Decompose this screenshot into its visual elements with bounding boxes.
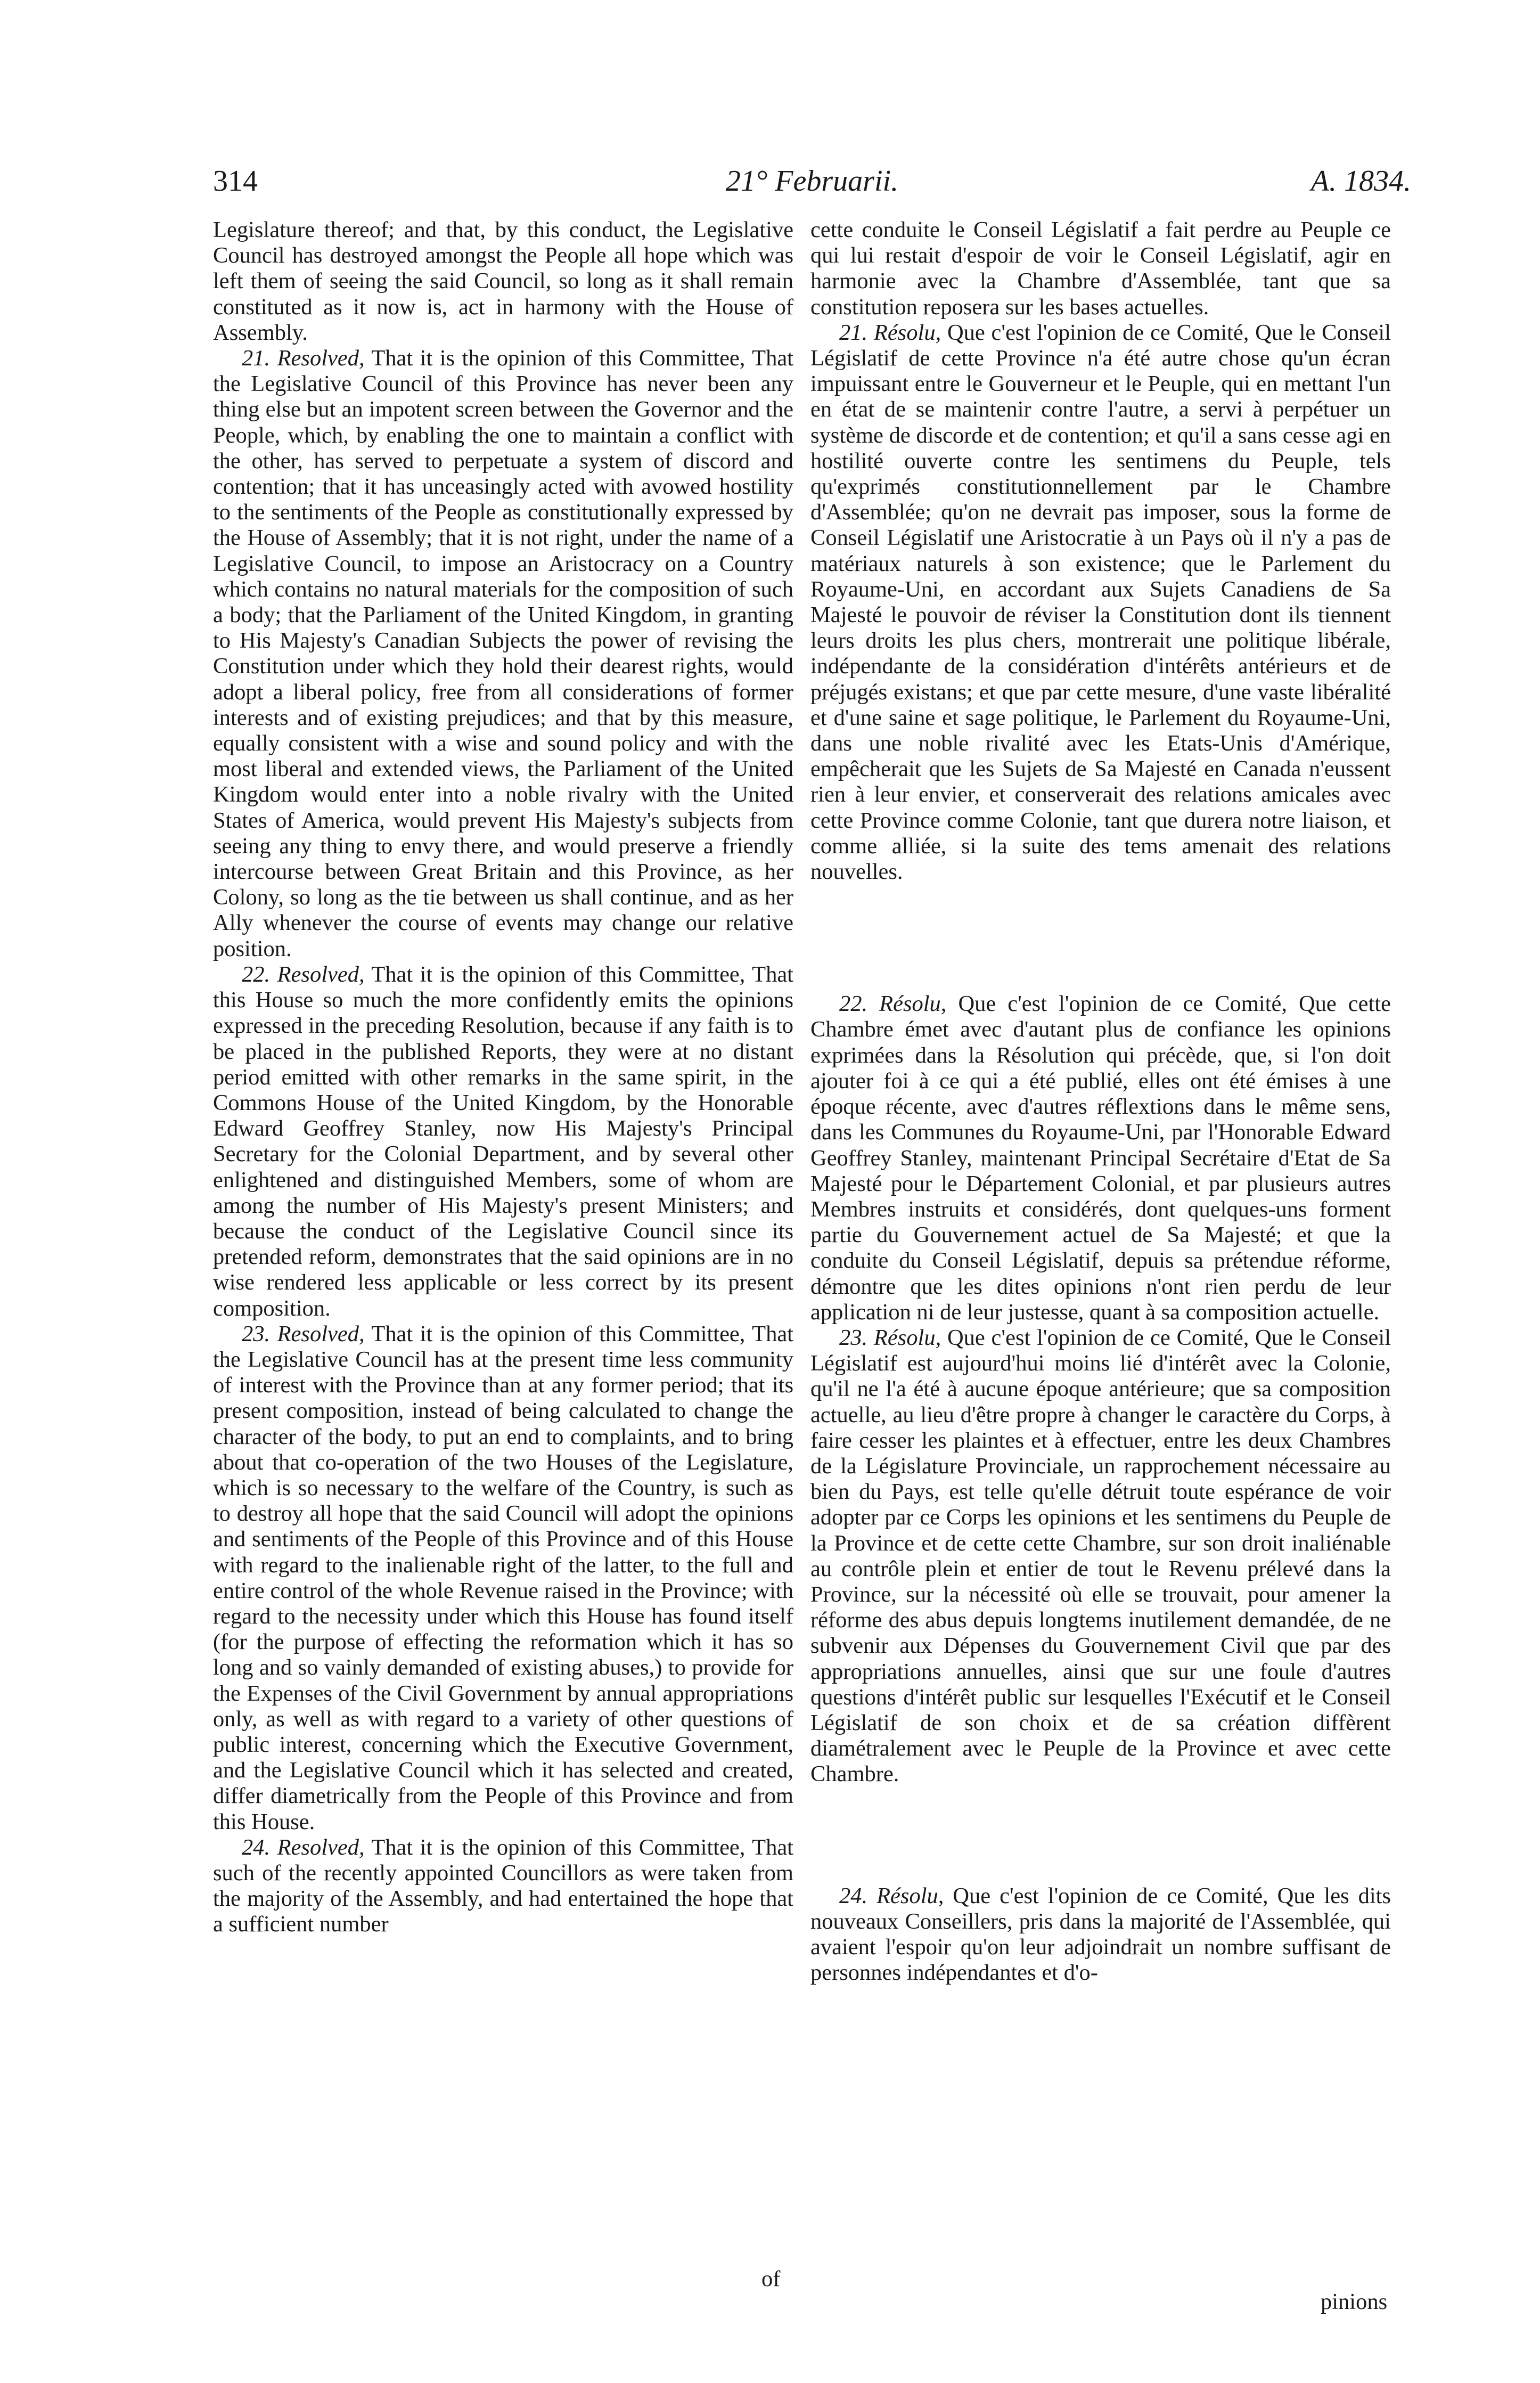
french-resolution-22 xyxy=(810,991,1391,1325)
resolution-label: 21. Resolved, xyxy=(242,346,365,371)
english-resolution-23 xyxy=(213,1321,793,1835)
resolution-text: That it is the opinion of this Committee, That the Legislative Council of this Province has never been any thing else but an impotent screen between the Governor and the People, which, by enabling the one to maintain a conflict with the other, has served to perpetuate a system of discord and contention; that it has unceasingly acted with avowed hostility to the sentiments of the People as constitutionally expressed by the House of Assembly; that it is not right, under the name of a Legislative Council, to impose an Aristocracy on a Country which contains no natural materials for the composition of such a body; that the Parliament of the United Kingdom, in granting to His Majesty's Canadian Subjects the power of revising the Constitution under which they hold their dearest rights, would adopt a liberal policy, free from all considerations of former interests and of existing prejudices; and that by this measure, equally consistent with a wise and sound policy and with the most liberal and extended views, the Parliament of the United Kingdom would enter into a noble rivalry with the United States of America, would prevent His Majesty's subjects from seeing any thing to envy there, and would preserve a friendly intercourse between Great Britain and this Province, as her Colony, so long as the tie between us shall continue, and as her Ally whenever the course of events may change our relative position. xyxy=(213,346,793,961)
resolution-text: Que c'est l'opinion de ce Comité, Que le Conseil Législatif de cette Province n'a été autre chose qu'un écran impuissant entre le Gouverneur et le Peuple, qui en mettant l'un en état de se maintenir contre l'autre, a servi à perpétuer un système de discorde et de contention; et qu'il a sans cesse agi en hostilité ouverte contre les sentimens du Peuple, tels qu'exprimés constitutionnellement par le Chambre d'Assemblée; qu'on ne devrait pas imposer, sous la forme de Conseil Législatif une Aristocratie à un Pays où il n'y a pas de matériaux naturels à son existence; que le Parlement du Royaume-Uni, en accordant aux Sujets Canadiens de Sa Majesté le pouvoir de réviser la Constitution dont ils tiennent leurs droits les plus chers, montrerait une politique libérale, indépendante de la considération d'intérêts antérieurs et de préjugés existans; et que par cette mesure, d'une vaste libéralité et d'une saine et sage politique, le Parlement du Royaume-Uni, dans une noble rivalité avec les Etats-Unis d'Amérique, empêcherait que les Sujets de Sa Majesté en Canada n'eussent rien à leur envier, et conserverait des relations amicales avec cette Province comme Colonie, tant que durera notre liaison, et comme alliée, si la suite des tems amenait des relations nouvelles. xyxy=(810,320,1391,885)
resolution-text: Que c'est l'opinion de ce Comité, Que cette Chambre émet avec d'autant plus de confiance les opinions exprimées dans la Résolution qui précède, que, si l'on doit ajouter foi à ce qui a été publié, elles ont été émises à une époque récente, avec d'autres réflextions dans le même sens, dans les Communes du Royaume-Uni, par l'Honorable Edward Geoffrey Stanley, maintenant Principal Secrétaire d'Etat de Sa Majesté pour le Département Colonial, et par plusieurs autres Membres instruits et considérés, dont quelques-uns forment partie du Gouvernement actuel de Sa Majesté; et que la conduite du Conseil Législatif, depuis sa prétendue réforme, démontre que les dites opinions n'ont rien perdu de leur application ni de leur justesse, quant à sa composition actuelle. xyxy=(810,991,1391,1325)
french-resolution-24 xyxy=(810,1883,1391,1986)
resolution-label: 24. Résolu, xyxy=(839,1883,944,1908)
running-year: A. 1834. xyxy=(1310,165,1411,198)
resolution-text: Que c'est l'opinion de ce Comité, Que les dits nouveaux Conseillers, pris dans la majorité de l'Assemblée, qui avaient l'espoir qu'on leur adjoindrait un nombre suffisant de personnes indépendantes et d'o- xyxy=(810,1883,1391,1986)
resolution-label: 23. Resolved, xyxy=(242,1321,365,1346)
resolution-label: 21. Résolu, xyxy=(839,320,941,345)
resolution-text: That it is the opinion of this Committee, That this House so much the more confidently emits the opinions expressed in the preceding Resolution, because if any faith is to be placed in the published Reports, they were at no distant period emitted with other remarks in the same spirit, in the Commons House of the United Kingdom, by the Honorable Edward Geoffrey Stanley, now His Majesty's Principal Secretary for the Colonial Department, and by several other enlightened and distinguished Members, some of whom are among the number of His Majesty's present Ministers; and because the conduct of the Legislative Council since its pretended reform, demonstrates that the said opinions are in no wise rendered less applicable or less correct by its present composition. xyxy=(213,961,793,1321)
resolution-text: That it is the opinion of this Committee, That such of the recently appointed Councillors as were taken from the majority of the Assembly, and had entertained the hope that a sufficient number xyxy=(213,1834,793,1937)
french-continuation: cette conduite le Conseil Législatif a fait perdre au Peuple ce qui lui restait d'espoir de voir le Conseil Législatif, agir en harmonie avec la Chambre d'Assemblée, tant que sa constitution reposera sur les bases actuelles. xyxy=(810,217,1391,320)
french-catchword: pinions xyxy=(1321,2289,1388,2314)
english-continuation: Legislature thereof; and that, by this conduct, the Legislative Council has destroyed amongst the People all hope which was left them of seeing the said Council, so long as it shall remain constituted as it now is, act in harmony with the House of Assembly. xyxy=(213,217,793,345)
resolution-label: 24. Resolved, xyxy=(242,1834,365,1860)
resolution-text: That it is the opinion of this Committee, That the Legislative Council has at the present time less community of interest with the Province than at any former period; that its present composition, instead of being calculated to change the character of the body, to put an end to complaints, and to bring about that co-operation of the two Houses of the Legislature, which is so necessary to the welfare of the Country, is such as to destroy all hope that the said Council will adopt the opinions and sentiments of the People of this Province and of this House with regard to the inalienable right of the latter, to the full and entire control of the whole Revenue raised in the Province; with regard to the necessity under which this House has found itself (for the purpose of effecting the reformation which it has so long and so vainly demanded of existing abuses,) to provide for the Expenses of the Civil Government by annual appropriations only, as well as with regard to a variety of other questions of public interest, concerning which the Executive Government, and the Legislative Council which it has selected and created, differ diametrically from the People of this Province and from this House. xyxy=(213,1321,793,1834)
resolution-label: 22. Resolved, xyxy=(242,961,365,987)
english-resolution-21 xyxy=(213,346,793,962)
resolution-text: Que c'est l'opinion de ce Comité, Que le Conseil Législatif est aujourd'hui moins lié d'intérêt avec la Colonie, qu'il ne l'a été à aucune époque antérieure; que sa composition actuelle, au lieu d'être propre à changer le caractère du Corps, à faire cesser les plaintes et à effectuer, entre les deux Chambres de la Législature Provinciale, un rapprochement nécessaire au bien du Pays, est telle qu'elle détruit toute espérance de voir adopter par ce Corps les opinions et les sentimens du Peuple de la Province et de cette cette Chambre, sur son droit inaliénable au contrôle plein et entier de tout le Revenu prélevé dans la Province, sur la nécessité où elle se trouvait, pour amener la réforme des abus depuis longtems inutilement demandée, de ne subvenir aux Dépenses du Gouvernement Civil que par des appropriations annuelles, ainsi que sur une foule d'autres questions d'intérêt public sur lesquelles l'Exécutif et le Conseil Législatif de son choix et de sa création diffèrent diamétralement avec le Peuple de la Province et avec cette Chambre. xyxy=(810,1325,1391,1787)
french-resolution-23 xyxy=(810,1325,1391,1788)
french-column xyxy=(810,217,1391,1986)
resolution-label: 22. Résolu, xyxy=(839,991,947,1017)
page-number: 314 xyxy=(213,165,258,198)
running-header xyxy=(213,160,1411,202)
resolution-label: 23. Résolu, xyxy=(839,1325,941,1350)
english-resolution-22 xyxy=(213,962,793,1321)
english-column xyxy=(213,217,793,1938)
english-catchword: of xyxy=(761,2266,781,2291)
running-date: 21° Februarii. xyxy=(725,165,899,198)
french-resolution-21 xyxy=(810,320,1391,885)
english-resolution-24 xyxy=(213,1835,793,1938)
